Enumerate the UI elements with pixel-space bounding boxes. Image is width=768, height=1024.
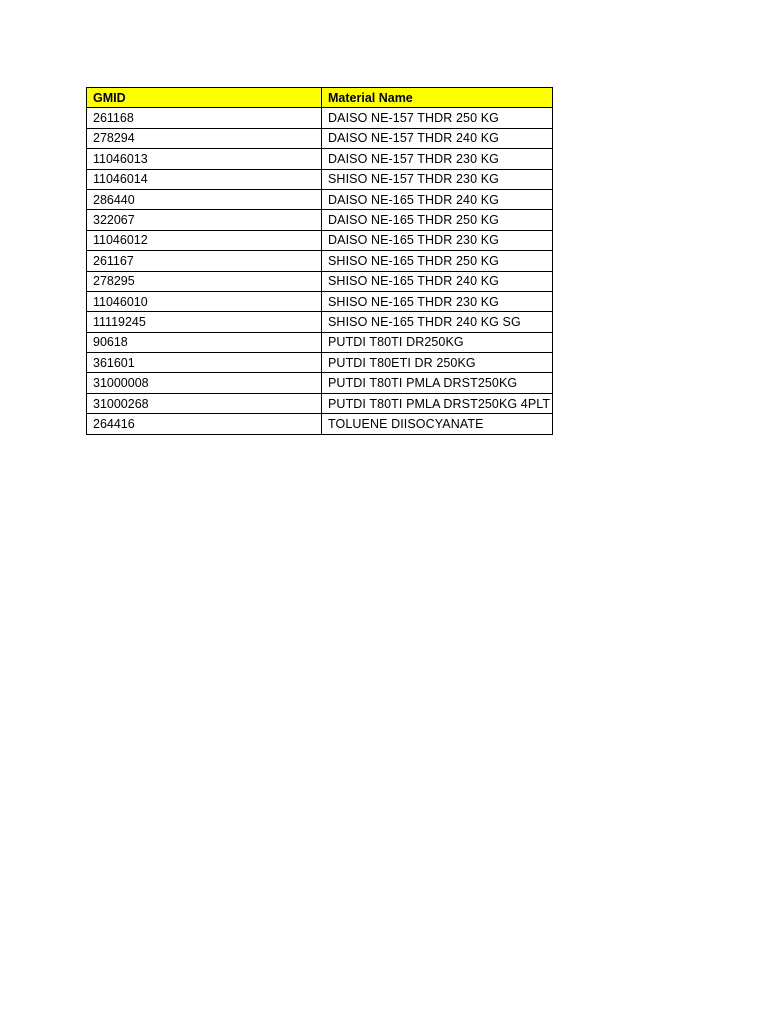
gmid-cell: 11119245 [87,312,322,332]
gmid-cell: 322067 [87,210,322,230]
table-row [87,373,553,393]
gmid-cell: 278295 [87,271,322,291]
material-name-cell: PUTDI T80TI DR250KG [322,332,553,352]
table-row [87,414,553,434]
gmid-cell: 90618 [87,332,322,352]
gmid-cell: 11046012 [87,230,322,250]
gmid-cell: 278294 [87,128,322,148]
gmid-cell: 261167 [87,251,322,271]
material-name-cell: DAISO NE-157 THDR 230 KG [322,149,553,169]
material-name-cell: SHISO NE-165 THDR 240 KG SG [322,312,553,332]
gmid-cell: 11046010 [87,291,322,311]
material-name-cell: SHISO NE-157 THDR 230 KG [322,169,553,189]
table-row [87,189,553,209]
table-row [87,393,553,413]
material-name-cell: SHISO NE-165 THDR 250 KG [322,251,553,271]
table-row [87,128,553,148]
material-name-cell: PUTDI T80ETI DR 250KG [322,353,553,373]
materials-table [86,87,553,435]
material-name-cell: DAISO NE-165 THDR 240 KG [322,189,553,209]
table-row [87,108,553,128]
material-name-cell: DAISO NE-165 THDR 250 KG [322,210,553,230]
gmid-cell: 286440 [87,189,322,209]
gmid-cell: 264416 [87,414,322,434]
material-name-cell: SHISO NE-165 THDR 240 KG [322,271,553,291]
table-row [87,271,553,291]
material-name-cell: PUTDI T80TI PMLA DRST250KG [322,373,553,393]
gmid-cell: 261168 [87,108,322,128]
material-name-cell: DAISO NE-157 THDR 240 KG [322,128,553,148]
table-row [87,169,553,189]
material-name-cell: TOLUENE DIISOCYANATE [322,414,553,434]
table-row [87,353,553,373]
table-row [87,312,553,332]
table-row [87,149,553,169]
table-header [87,88,553,108]
material-name-cell: DAISO NE-165 THDR 230 KG [322,230,553,250]
gmid-cell: 31000268 [87,393,322,413]
header-material-name: Material Name [322,88,553,108]
gmid-cell: 11046013 [87,149,322,169]
table-row [87,251,553,271]
gmid-cell: 31000008 [87,373,322,393]
gmid-cell: 361601 [87,353,322,373]
gmid-cell: 11046014 [87,169,322,189]
header-row [87,88,553,108]
material-name-cell: SHISO NE-165 THDR 230 KG [322,291,553,311]
material-name-cell: PUTDI T80TI PMLA DRST250KG 4PLT [322,393,553,413]
table-row [87,332,553,352]
material-sheet [86,87,553,435]
table-body [87,108,553,434]
header-gmid: GMID [87,88,322,108]
material-name-cell: DAISO NE-157 THDR 250 KG [322,108,553,128]
table-row [87,291,553,311]
table-row [87,230,553,250]
table-row [87,210,553,230]
